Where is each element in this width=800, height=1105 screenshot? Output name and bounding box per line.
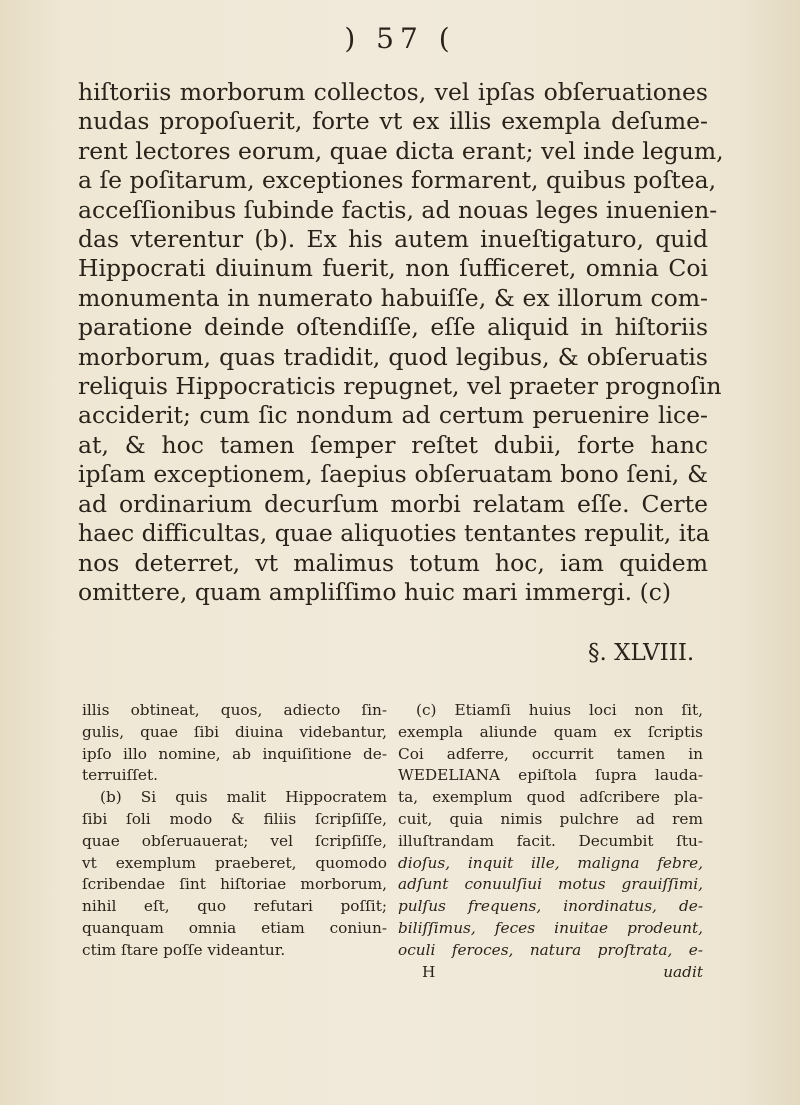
main-text-line: at, & hoc tamen ſemper reſtet dubii, forte hanc: [78, 430, 708, 459]
footnotes-left-column: [82, 700, 387, 962]
page-footer: [398, 962, 703, 984]
main-text-line: ad ordinarium decurſum morbi relatam eſſe. Certe: [78, 489, 708, 518]
footnote-line: Coi adferre, occurrit tamen in: [398, 744, 703, 763]
main-text-line: Hippocrati diuinum fuerit, non ſufficeret, omnia Coi: [78, 254, 708, 283]
footnote-line: quae obſeruauerat; vel ſcripſiſſe,: [82, 831, 387, 850]
footnote-line: (c) Etiamſi huius loci non ſit,: [416, 701, 703, 719]
signature-mark: H: [422, 962, 436, 981]
footnote-line: oculi feroces, natura proſtrata, e-: [398, 940, 703, 959]
footnote-line: ipſo illo nomine, ab inquiſitione de-: [82, 744, 387, 763]
main-text-line: morborum, quas tradidit, quod legibus, & obſeruatis: [78, 342, 708, 371]
footnote-line: pulſus frequens, inordinatus, de-: [398, 897, 703, 916]
main-text-line: monumenta in numerato habuiſſe, & ex illorum com-: [78, 283, 708, 312]
page-number: ) 57 (: [344, 22, 456, 55]
footnote-line: ctim ſtare poſſe videantur.: [82, 940, 286, 959]
footnote-line: (b) Si quis malit Hippocratem: [100, 788, 387, 807]
footnotes-right-column: [398, 700, 703, 983]
footnote-line: gulis, quae ſibi diuina videbantur,: [82, 722, 387, 741]
main-text-line: a ſe poſitarum, exceptiones formarent, quibus poſtea,: [78, 166, 717, 195]
footnote-line: illis obtineat, quos, adiecto ſin-: [82, 701, 387, 719]
main-text-line: reliquis Hippocraticis repugnet, vel praeter prognoſin: [78, 372, 722, 401]
main-text-block: [78, 78, 724, 607]
footnote-line: adſunt conuulſiui motus grauiſſimi,: [398, 875, 703, 894]
section-heading: §. XLVIII.: [588, 640, 695, 666]
main-text-line: hiſtoriis morborum collectos, vel ipſas obſeruationes: [78, 78, 708, 106]
main-text-line: nudas propoſuerit, forte vt ex illis exempla deſume-: [78, 107, 708, 136]
main-text-line: nos deterret, vt malimus totum hoc, iam quidem: [78, 548, 708, 577]
main-text-line: paratione deinde oſtendiſſe, eſſe aliquid in hiſtoriis: [78, 313, 708, 342]
catchword: uadit: [663, 962, 703, 981]
footnote-line: vt exemplum praeberet, quomodo: [82, 853, 387, 872]
footnote-line: exempla aliunde quam ex ſcriptis: [398, 722, 703, 741]
footnote-line: terruiſſet.: [82, 766, 158, 785]
footnote-line: WEDELIANA epiſtola ſupra lauda-: [398, 766, 703, 785]
main-text-line: rent lectores eorum, quae dicta erant; vel inde legum,: [78, 136, 724, 165]
footnote-line: illuſtrandam facit. Decumbit ſtu-: [398, 831, 703, 850]
footnote-line: biliſſimus, feces inuitae prodeunt,: [398, 918, 703, 937]
footnote-line: ſibi ſoli modo & filiis ſcripſiſſe,: [82, 809, 387, 828]
main-text-line: das vterentur (b). Ex his autem inueſtigaturo, quid: [78, 225, 708, 254]
footnote-line: ta, exemplum quod adſcribere pla-: [398, 788, 703, 807]
main-text-line: omittere, quam ampliſſimo huic mari immergi. (c): [78, 577, 672, 606]
footnote-line: ſcribendae ſint hiſtoriae morborum,: [82, 875, 387, 894]
main-text-line: acciderit; cum ſic nondum ad certum peruenire lice-: [78, 401, 708, 430]
footnote-line: dioſus, inquit ille, maligna febre,: [398, 853, 703, 872]
main-text-line: ipſam exceptionem, ſaepius obſeruatam bono ſeni, &: [78, 460, 708, 489]
footnote-line: cuit, quia nimis pulchre ad rem: [398, 809, 703, 828]
footnote-line: quanquam omnia etiam coniun-: [82, 918, 387, 937]
main-text-line: haec difficultas, quae aliquoties tentantes repulit, ita: [78, 519, 710, 548]
footnote-line: nihil eſt, quo refutari poſſit;: [82, 897, 387, 916]
main-text-line: acceſſionibus ſubinde factis, ad nouas leges inuenien-: [78, 195, 718, 224]
